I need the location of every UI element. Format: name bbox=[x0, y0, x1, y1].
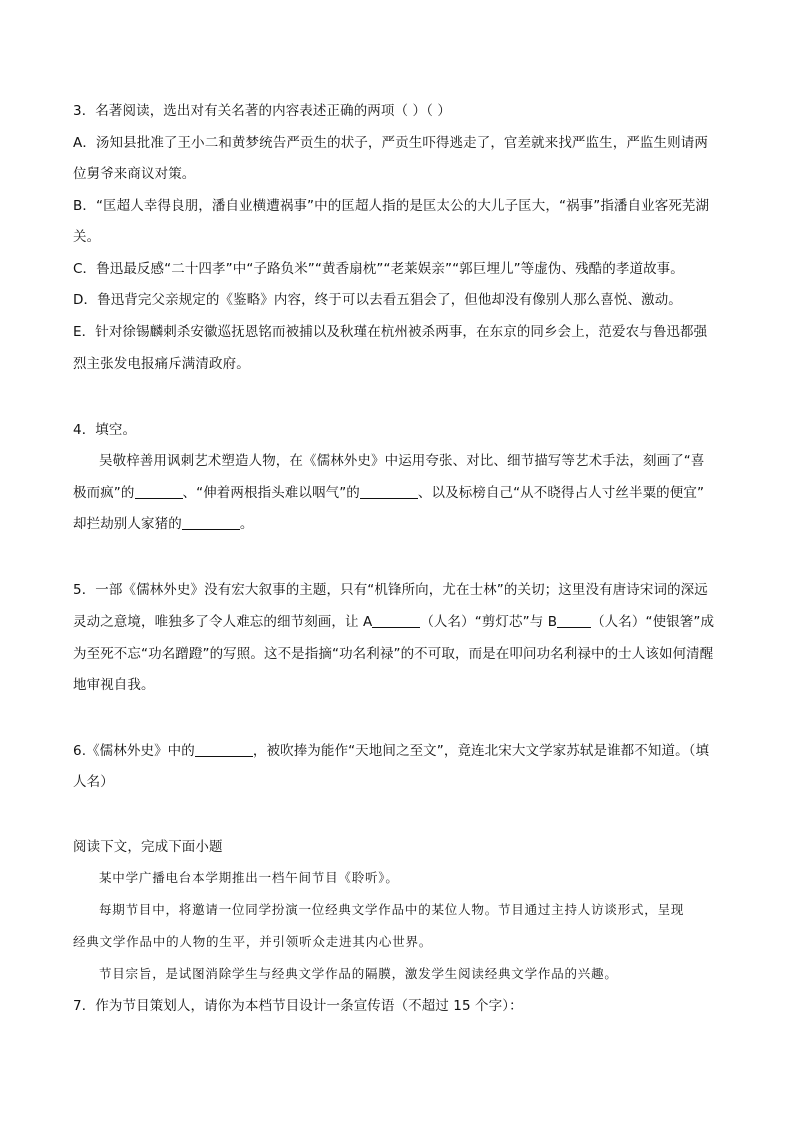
q3-option-a-line2: 位舅爷来商议对策。 bbox=[73, 166, 196, 182]
q4-blank-2[interactable] bbox=[360, 484, 418, 499]
q4-line3-text-b: 。 bbox=[239, 516, 254, 532]
q5-line4: 地审视自我。 bbox=[73, 677, 155, 693]
q5-line2 bbox=[73, 612, 714, 632]
q5-blank-a[interactable] bbox=[372, 613, 420, 628]
reading-paragraph-2-line2: 经典文学作品中的人物的生平，并引领听众走进其内心世界。 bbox=[73, 934, 433, 949]
q4-line3 bbox=[73, 514, 253, 534]
q4-line2-text-c: 、以及标榜自己“从不晓得占人寸丝半粟的便宜” bbox=[417, 485, 705, 501]
q3-option-b-line1: B．“匡超人幸得良朋，潘自业横遭祸事”中的匡超人指的是匡太公的大儿子匡大，“祸事”指潘自业客死芜湖 bbox=[73, 198, 710, 214]
q3-option-e-line2: 烈主张发电报痛斥满清政府。 bbox=[73, 356, 250, 372]
q5-line2-text-a: 灵动之意境，唯独多了令人难忘的细节刻画，让 A bbox=[73, 614, 373, 630]
q6-line1-text-b: ，被吹捧为能作“天地间之至文”，竟连北宋大文学家苏轼是谁都不知道。（填 bbox=[252, 743, 710, 759]
q3-option-a-line1: A．汤知县批准了王小二和黄梦统告严贡生的状子，严贡生吓得逃走了，官差就来找严监生，严监生则请两 bbox=[73, 135, 708, 151]
reading-intro: 阅读下文，完成下面小题 bbox=[73, 839, 223, 855]
q6-line1-text-a: 6.《儒林外史》中的 bbox=[73, 743, 195, 759]
q4-blank-1[interactable] bbox=[135, 484, 183, 499]
q4-blank-3[interactable] bbox=[182, 515, 240, 530]
reading-paragraph-3: 节目宗旨，是试图消除学生与经典文学作品的隔膜，激发学生阅读经典文学作品的兴趣。 bbox=[99, 966, 618, 981]
q5-line2-text-b: （人名）“剪灯芯”与 B bbox=[420, 614, 558, 630]
reading-paragraph-2-line1: 每期节目中，将邀请一位同学扮演一位经典文学作品中的某位人物。节目通过主持人访谈形式，呈现 bbox=[99, 902, 685, 917]
q5-line3: 为至死不忘“功名蹭蹬”的写照。这不是指摘“功名利禄”的不可取，而是在叩问功名利禄中的士人该如何清醒 bbox=[73, 646, 714, 662]
q4-line1: 吴敬梓善用讽刺艺术塑造人物，在《儒林外史》中运用夸张、对比、细节描写等艺术手法，刻画了“喜 bbox=[99, 453, 705, 469]
q4-line2-text-b: 、“伸着两根指头难以咽气”的 bbox=[182, 485, 360, 501]
q4-line2 bbox=[73, 483, 704, 503]
q7-stem: 7．作为节目策划人，请你为本档节目设计一条宣传语（不超过 15 个字）： bbox=[73, 998, 523, 1014]
q5-line1: 5．一部《儒林外史》没有宏大叙事的主题，只有“机锋所向，尤在士林”的关切；这里没有唐诗宋词的深远 bbox=[73, 582, 708, 598]
q3-option-e-line1: E．针对徐锡麟刺杀安徽巡抚恩铭而被捕以及秋瑾在杭州被杀两事，在东京的同乡会上，范爱农与鲁迅都强 bbox=[73, 324, 708, 340]
q5-blank-b[interactable] bbox=[557, 613, 591, 628]
q3-option-c: C．鲁迅最反感“二十四孝”中“子路负米”“黄香扇枕”“老莱娱亲”“郭巨埋儿”等虚伪、残酷的孝道故事。 bbox=[73, 261, 684, 277]
q3-option-b-line2: 关。 bbox=[73, 229, 101, 245]
q4-stem: 4．填空。 bbox=[73, 422, 137, 438]
q4-line3-text-a: 却拦劫别人家猪的 bbox=[73, 516, 182, 532]
q4-line2-text-a: 极而疯”的 bbox=[73, 485, 135, 501]
q6-line2: 人名） bbox=[73, 774, 114, 790]
q3-option-d: D．鲁迅背完父亲规定的《鉴略》内容，终于可以去看五猖会了，但他却没有像别人那么喜悦、激动。 bbox=[73, 292, 682, 308]
reading-paragraph-1: 某中学广播电台本学期推出一档午间节目《聆听》。 bbox=[99, 870, 399, 885]
q5-line2-text-c: （人名）“使银箸”成 bbox=[591, 614, 715, 630]
q6-line1 bbox=[73, 741, 709, 761]
q6-blank[interactable] bbox=[195, 742, 253, 757]
q3-stem: 3．名著阅读，选出对有关名著的内容表述正确的两项（ ）（ ） bbox=[73, 103, 451, 119]
